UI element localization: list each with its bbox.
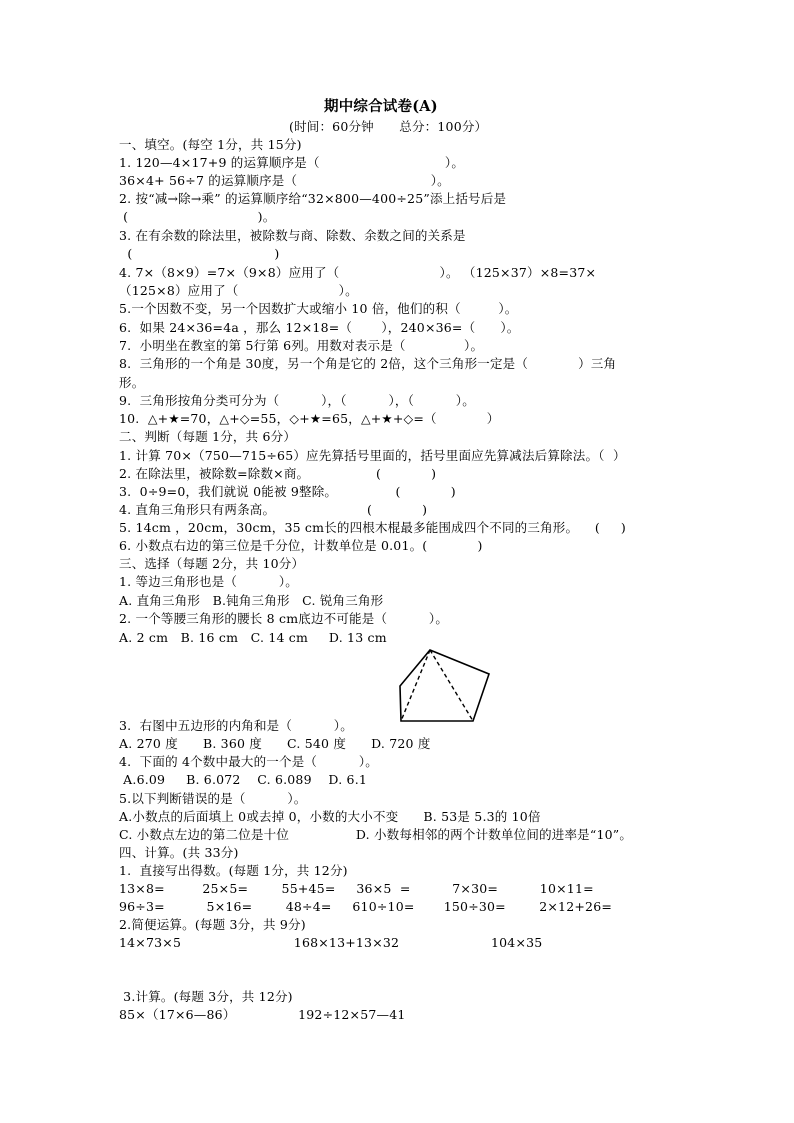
diagonal-right	[430, 650, 473, 721]
question-line: 5.一个因数不变，另一个因数扩大或缩小 10 倍，他们的积（ ）。	[119, 301, 518, 316]
question-line: A. 2 cm B. 16 cm C. 14 cm D. 13 cm	[119, 630, 387, 645]
section-heading: 一、填空。(每空 1分，共 15分)	[119, 137, 302, 152]
question-line: 4. 直角三角形只有两条高。 ( )	[119, 502, 428, 517]
section-heading: 二、判断（每题 1分，共 6分）	[119, 429, 297, 444]
section-heading: 四、计算。(共 33分)	[119, 845, 239, 860]
question-line: 5.以下判断错误的是（ ）。	[119, 791, 307, 806]
page-subtitle: (时间：60分钟 总分：100分）	[289, 119, 488, 134]
calc-row: 14×73×5 168×13+13×32 104×35	[119, 935, 543, 950]
question-line: 2.简便运算。(每题 3分，共 9分)	[119, 917, 306, 932]
question-line: 3. 在有余数的除法里，被除数与商、除数、余数之间的关系是	[119, 228, 466, 243]
question-line: 8. 三角形的一个角是 30度，另一个角是它的 2倍，这个三角形一定是（ ）三角	[119, 356, 617, 371]
section-heading: 三、选择（每题 2分，共 10分）	[119, 556, 305, 571]
question-line: 5. 14cm ，20cm，30cm，35 cm长的四根木棍最多能围成四个不同的三角形。 ( )	[119, 520, 626, 535]
question-line: 3. 0÷9=0，我们就说 0能被 9整除。 ( )	[119, 484, 456, 499]
calc-row: 96÷3= 5×16= 48÷4= 610÷10= 150÷30= 2×12+26=	[119, 899, 613, 914]
question-line: 6. 如果 24×36=4a ，那么 12×18=（ ），240×36=（ ）。	[119, 320, 520, 335]
question-line: 1. 120—4×17+9 的运算顺序是（ ）。	[119, 155, 465, 170]
calc-row: 13×8= 25×5= 55+45= 36×5 = 7×30= 10×11=	[119, 881, 594, 896]
question-line: 3.计算。(每题 3分，共 12分)	[119, 989, 293, 1004]
question-line: A.6.09 B. 6.072 C. 6.089 D. 6.1	[119, 772, 368, 787]
question-line: 4. 下面的 4个数中最大的一个是（ ）。	[119, 754, 378, 769]
question-line: 形。	[119, 375, 145, 390]
question-line: 1. 计算 70×（750—715÷65）应先算括号里面的，括号里面应先算减法后算除法。（ ）	[119, 448, 626, 463]
question-line: 4. 7×（8×9）=7×（9×8）应用了（ ）。 （125×37）×8=37×	[119, 265, 597, 280]
diagonal-left	[401, 650, 430, 721]
question-line: 2. 一个等腰三角形的腰长 8 cm底边不可能是（ ）。	[119, 611, 449, 626]
question-line: 2. 按“减→除→乘” 的运算顺序给“32×800—400÷25”添上括号后是	[119, 191, 507, 206]
question-line: 36×4+ 56÷7 的运算顺序是（ ）。	[119, 173, 450, 188]
question-line: 3. 右图中五边形的内角和是（ ）。	[119, 718, 353, 733]
question-line: 1. 等边三角形也是（ ）。	[119, 574, 298, 589]
question-line: 1. 直接写出得数。(每题 1分，共 12分)	[119, 863, 348, 878]
calc-row: 85×（17×6—86） 192÷12×57—41	[119, 1007, 406, 1022]
pentagon-outline	[400, 650, 489, 721]
question-line: ( )	[119, 246, 280, 261]
question-line: 7. 小明坐在教室的第 5行第 6列。用数对表示是（ ）。	[119, 338, 484, 353]
question-line: A. 直角三角形 B.钝角三角形 C. 锐角三角形	[119, 593, 384, 608]
question-line: A. 270 度 B. 360 度 C. 540 度 D. 720 度	[119, 736, 431, 751]
question-line: 9. 三角形按角分类可分为（ ），（ ），（ ）。	[119, 393, 475, 408]
question-line: C. 小数点左边的第二位是十位 D. 小数每相邻的两个计数单位间的进率是“10”。	[119, 827, 633, 842]
question-line: 6. 小数点右边的第三位是千分位，计数单位是 0.01。( )	[119, 538, 483, 553]
question-line: （125×8）应用了（ ）。	[119, 283, 358, 298]
page-title: 期中综合试卷(A)	[324, 98, 438, 115]
question-line: A.小数点的后面填上 0或去掉 0，小数的大小不变 B. 53是 5.3的 10倍	[119, 809, 541, 824]
question-line: ( )。	[119, 209, 276, 224]
question-line: 2. 在除法里，被除数=除数×商。 ( )	[119, 466, 437, 481]
pentagon-figure	[396, 648, 494, 726]
question-line: 10. △+★=70，△+◇=55，◇+★=65，△+★+◇=（ ）	[119, 411, 500, 426]
